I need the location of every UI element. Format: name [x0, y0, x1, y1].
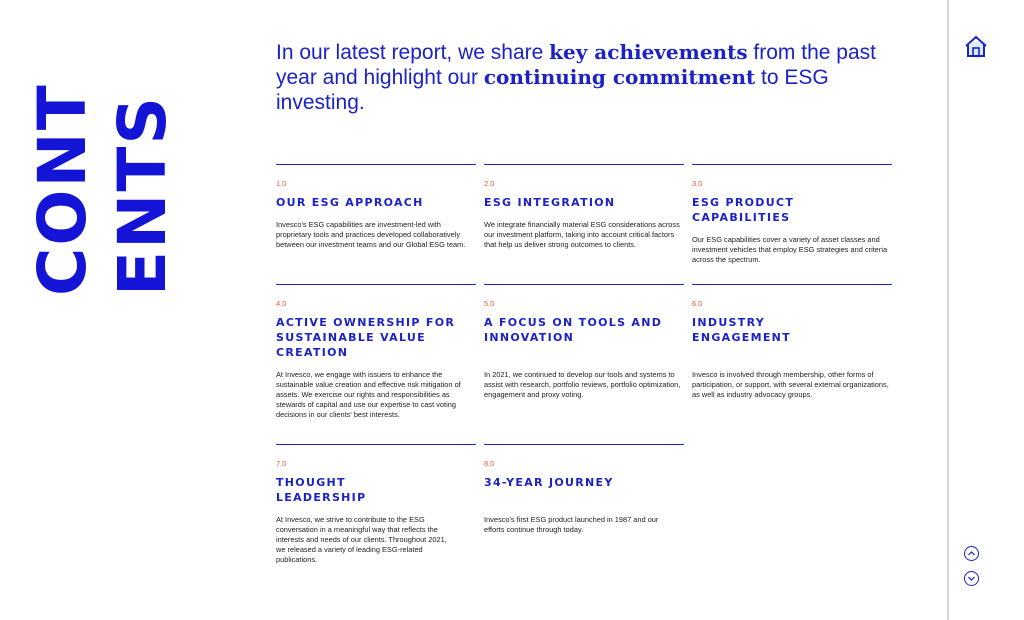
section-card-7[interactable] [276, 444, 476, 565]
section-divider [276, 164, 476, 165]
section-description: Invesco is involved through membership, other forms of participation, or support, with several external organizations, as well as industry advocacy groups. [692, 370, 889, 399]
section-number: 2.0 [484, 179, 495, 188]
section-title[interactable]: ESG INTEGRATION [484, 196, 616, 209]
previous-page-button[interactable] [964, 546, 979, 561]
section-number: 4.0 [276, 299, 287, 308]
section-divider [692, 164, 892, 165]
section-title[interactable]: 34-YEAR JOURNEY [484, 476, 614, 489]
section-card-6[interactable] [692, 284, 892, 400]
section-number: 1.0 [276, 179, 287, 188]
section-description: Invesco's first ESG product launched in 1987 and our efforts continue through today. [484, 515, 659, 534]
section-title[interactable]: ACTIVE OWNERSHIP FOR SUSTAINABLE VALUE CREATION [276, 316, 456, 359]
intro-part-3: to ESG investing. [276, 66, 829, 114]
section-description: We integrate financially material ESG considerations across our investment platform, taking into account critical factors that help us deliver strong outcomes to clients. [484, 220, 680, 249]
section-card-3[interactable] [692, 164, 892, 265]
section-description: At Invesco, we strive to contribute to the ESG conversation in a meaningful way that reflects the interests and needs of our clients. Throughout 2021, we released a variety of leading ESG-related publications. [276, 515, 447, 564]
section-title[interactable]: A FOCUS ON TOOLS AND INNOVATION [484, 316, 663, 344]
section-card-2[interactable] [484, 164, 684, 250]
section-number: 6.0 [692, 299, 703, 308]
section-number: 5.0 [484, 299, 495, 308]
section-number: 8.0 [484, 459, 495, 468]
section-description: Our ESG capabilities cover a variety of asset classes and investment vehicles that employ ESG strategies and criteria across the spectrum. [692, 235, 888, 264]
section-card-5[interactable] [484, 284, 684, 400]
section-card-1[interactable] [276, 164, 476, 250]
section-title[interactable]: INDUSTRY ENGAGEMENT [692, 316, 791, 344]
intro-bold-1: key achievements [549, 40, 748, 64]
chevron-down-icon [967, 574, 976, 583]
section-number: 3.0 [692, 179, 703, 188]
contents-title [24, 34, 181, 304]
section-divider [276, 444, 476, 445]
contents-title-line1: CONT [24, 83, 101, 296]
home-button[interactable] [963, 34, 989, 60]
section-card-4[interactable] [276, 284, 476, 420]
intro-bold-2: continuing commitment [483, 65, 756, 89]
section-description: Invesco's ESG capabilities are investment-led with proprietary tools and practices developed collaboratively between our investment teams and our Global ESG team. [276, 220, 466, 249]
section-divider [484, 284, 684, 285]
intro-part-2: from the past year and highlight our [276, 41, 876, 89]
section-number: 7.0 [276, 459, 287, 468]
section-title[interactable]: THOUGHT LEADERSHIP [276, 476, 367, 504]
contents-title-line2: ENTS [104, 95, 181, 296]
section-card-8[interactable] [484, 444, 684, 535]
chevron-up-icon [967, 549, 976, 558]
sidebar-divider [947, 0, 949, 620]
section-divider [484, 164, 684, 165]
section-description: At Invesco, we engage with issuers to enhance the sustainable value creation and effective risk mitigation of assets. We exercise our rights and responsibilities as stewards of capital and use our expertise to cast voting decisions in our clients' best interests. [276, 370, 461, 419]
section-title[interactable]: ESG PRODUCT CAPABILITIES [692, 196, 795, 224]
section-divider [276, 284, 476, 285]
home-icon [963, 34, 989, 60]
section-divider [484, 444, 684, 445]
intro-text [276, 40, 916, 115]
section-divider [692, 284, 892, 285]
section-title[interactable]: OUR ESG APPROACH [276, 196, 424, 209]
section-description: In 2021, we continued to develop our tools and systems to assist with research, portfolio reviews, portfolio optimization, engagement and proxy voting. [484, 370, 681, 399]
next-page-button[interactable] [964, 571, 979, 586]
intro-part-1: In our latest report, we share [276, 41, 550, 64]
